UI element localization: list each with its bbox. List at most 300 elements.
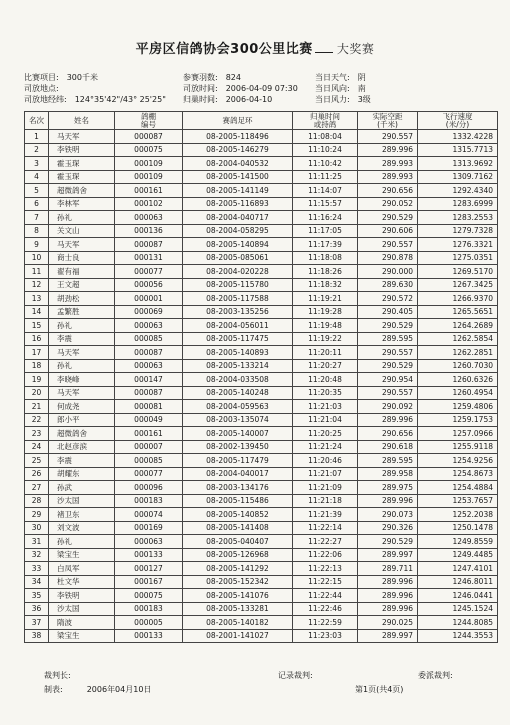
- ring-number-cell: 08-2003-135074: [183, 413, 293, 427]
- title-text: 平房区信鸽协会300公里比赛: [135, 42, 313, 57]
- ring-number-cell: 08-2005-115486: [183, 494, 293, 508]
- return-time-value: 2006-04-10: [225, 95, 273, 104]
- table-row: [25, 589, 498, 603]
- table-row: [25, 481, 498, 495]
- ring-number-cell: 08-2001-141027: [183, 629, 293, 643]
- rank-cell: 15: [25, 319, 49, 333]
- ring-number-cell: 08-2005-140894: [183, 238, 293, 252]
- distance-cell: 290.878: [358, 251, 418, 265]
- arrival-time-cell: 11:20:27: [293, 359, 358, 373]
- name-cell: 商士良: [49, 251, 115, 265]
- table-row: [25, 386, 498, 400]
- speed-cell: 1265.5651: [418, 305, 498, 319]
- rank-cell: 26: [25, 467, 49, 481]
- table-row: [25, 467, 498, 481]
- column-header-line1: 归巢时间: [310, 111, 340, 121]
- table-row: [25, 332, 498, 346]
- coords-value: 124°35'42"/43° 25'25": [74, 95, 166, 104]
- name-cell: 白凤军: [49, 562, 115, 576]
- ring-number-cell: 08-2005-141076: [183, 589, 293, 603]
- distance-cell: 289.711: [358, 562, 418, 576]
- table-row: [25, 616, 498, 630]
- results-table: [24, 111, 498, 643]
- distance-value: 300千米: [66, 73, 98, 82]
- distance-cell: 290.529: [358, 359, 418, 373]
- column-header-line2: 或持鸽: [313, 119, 337, 129]
- speed-cell: 1266.9370: [418, 292, 498, 306]
- rank-cell: 14: [25, 305, 49, 319]
- name-cell: 孙武: [49, 481, 115, 495]
- loft-number-cell: 000102: [115, 197, 183, 211]
- distance-cell: 289.996: [358, 602, 418, 616]
- name-cell: 孟繁胜: [49, 305, 115, 319]
- coords-info: [24, 94, 166, 105]
- loft-number-cell: 000005: [115, 616, 183, 630]
- name-cell: 李晓峰: [49, 373, 115, 387]
- title-underline: [315, 52, 333, 53]
- loft-number-cell: 000147: [115, 373, 183, 387]
- speed-cell: 1255.9118: [418, 440, 498, 454]
- arrival-time-cell: 11:18:26: [293, 265, 358, 279]
- ring-number-cell: 08-2005-140007: [183, 427, 293, 441]
- arrival-time-cell: 11:19:28: [293, 305, 358, 319]
- committee-referee-label: 委派裁判:: [418, 671, 453, 680]
- rank-cell: 38: [25, 629, 49, 643]
- column-header-line1: 赛鸽足环: [222, 115, 253, 125]
- speed-cell: 1247.4101: [418, 562, 498, 576]
- speed-cell: 1259.4806: [418, 400, 498, 414]
- arrival-time-cell: 11:10:42: [293, 157, 358, 171]
- rank-cell: 1: [25, 130, 49, 144]
- speed-cell: 1264.2689: [418, 319, 498, 333]
- distance-label: 比赛项目:: [24, 73, 59, 82]
- loft-number-cell: 000161: [115, 427, 183, 441]
- table-row: [25, 170, 498, 184]
- distance-cell: 289.993: [358, 157, 418, 171]
- table-row: [25, 548, 498, 562]
- arrival-time-cell: 11:15:57: [293, 197, 358, 211]
- loft-number-cell: 000081: [115, 400, 183, 414]
- arrival-time-cell: 11:20:48: [293, 373, 358, 387]
- count-info: [183, 72, 241, 83]
- ring-number-cell: 08-2005-146279: [183, 143, 293, 157]
- table-header: [25, 112, 498, 130]
- arrival-time-cell: 11:17:39: [293, 238, 358, 252]
- arrival-time-cell: 11:21:39: [293, 508, 358, 522]
- weather-value: 阴: [357, 73, 366, 82]
- speed-cell: 1276.3321: [418, 238, 498, 252]
- loft-number-cell: 000109: [115, 170, 183, 184]
- ring-number-cell: 08-2005-140182: [183, 616, 293, 630]
- loft-number-cell: 000063: [115, 319, 183, 333]
- rank-cell: 12: [25, 278, 49, 292]
- loft-number-cell: 000096: [115, 481, 183, 495]
- distance-cell: 289.595: [358, 332, 418, 346]
- rank-cell: 5: [25, 184, 49, 198]
- wind-force-value: 3级: [357, 95, 371, 104]
- return-time-info: [183, 94, 272, 105]
- loft-number-cell: 000074: [115, 508, 183, 522]
- distance-cell: 290.606: [358, 224, 418, 238]
- table-row: [25, 400, 498, 414]
- distance-cell: 289.993: [358, 170, 418, 184]
- ring-number-cell: 08-2002-139450: [183, 440, 293, 454]
- ring-number-cell: 08-2005-141292: [183, 562, 293, 576]
- ring-number-cell: 08-2005-141408: [183, 521, 293, 535]
- speed-cell: 1267.3425: [418, 278, 498, 292]
- arrival-time-cell: 11:17:05: [293, 224, 358, 238]
- release-time-label: 司放时间:: [183, 84, 218, 93]
- distance-cell: 290.656: [358, 427, 418, 441]
- arrival-time-cell: 11:20:25: [293, 427, 358, 441]
- arrival-time-cell: 11:22:27: [293, 535, 358, 549]
- arrival-time-cell: 11:21:03: [293, 400, 358, 414]
- ring-number-cell: 08-2005-118496: [183, 130, 293, 144]
- speed-cell: 1313.9692: [418, 157, 498, 171]
- distance-cell: 290.557: [358, 130, 418, 144]
- rank-cell: 18: [25, 359, 49, 373]
- arrival-time-cell: 11:22:46: [293, 602, 358, 616]
- table-row: [25, 265, 498, 279]
- table-row: [25, 251, 498, 265]
- distance-cell: 289.630: [358, 278, 418, 292]
- speed-cell: 1249.4485: [418, 548, 498, 562]
- distance-info: [24, 72, 98, 83]
- ring-number-cell: 08-2004-040017: [183, 467, 293, 481]
- loft-number-cell: 000167: [115, 575, 183, 589]
- arrival-time-cell: 11:11:25: [293, 170, 358, 184]
- name-cell: 沙太国: [49, 602, 115, 616]
- ring-number-cell: 08-2005-126968: [183, 548, 293, 562]
- distance-cell: 290.405: [358, 305, 418, 319]
- column-header-line1: 飞行速度: [442, 111, 473, 121]
- table-row: [25, 629, 498, 643]
- header-row: [25, 112, 498, 130]
- rank-cell: 34: [25, 575, 49, 589]
- loft-number-cell: 000127: [115, 562, 183, 576]
- distance-cell: 289.975: [358, 481, 418, 495]
- table-row: [25, 535, 498, 549]
- ring-number-cell: 08-2004-020228: [183, 265, 293, 279]
- ring-number-cell: 08-2005-117588: [183, 292, 293, 306]
- column-header-line1: 鸽棚: [141, 111, 156, 121]
- speed-cell: 1283.6999: [418, 197, 498, 211]
- rank-cell: 4: [25, 170, 49, 184]
- rank-cell: 3: [25, 157, 49, 171]
- rank-cell: 8: [25, 224, 49, 238]
- ring-number-cell: 08-2004-033508: [183, 373, 293, 387]
- distance-cell: 290.954: [358, 373, 418, 387]
- column-header: [25, 112, 49, 130]
- loft-number-cell: 000183: [115, 494, 183, 508]
- distance-cell: 290.073: [358, 508, 418, 522]
- speed-cell: 1259.1753: [418, 413, 498, 427]
- speed-cell: 1309.7162: [418, 170, 498, 184]
- name-cell: 梁宝生: [49, 548, 115, 562]
- column-header: [358, 112, 418, 130]
- loft-number-cell: 000087: [115, 346, 183, 360]
- rank-cell: 7: [25, 211, 49, 225]
- arrival-time-cell: 11:22:14: [293, 521, 358, 535]
- speed-cell: 1254.4884: [418, 481, 498, 495]
- column-header-line1: 名次: [29, 115, 44, 125]
- loft-number-cell: 000133: [115, 629, 183, 643]
- name-cell: 翟有福: [49, 265, 115, 279]
- arrival-time-cell: 11:21:09: [293, 481, 358, 495]
- ring-number-cell: 08-2004-059563: [183, 400, 293, 414]
- speed-cell: 1257.0966: [418, 427, 498, 441]
- table-row: [25, 413, 498, 427]
- loft-number-cell: 000133: [115, 548, 183, 562]
- rank-cell: 33: [25, 562, 49, 576]
- ring-number-cell: 08-2005-141500: [183, 170, 293, 184]
- name-cell: 超微鸽舍: [49, 427, 115, 441]
- speed-cell: 1315.7713: [418, 143, 498, 157]
- loft-number-cell: 000077: [115, 467, 183, 481]
- table-row: [25, 575, 498, 589]
- name-cell: 王文超: [49, 278, 115, 292]
- loft-number-cell: 000183: [115, 602, 183, 616]
- loft-number-cell: 000087: [115, 238, 183, 252]
- arrival-time-cell: 11:22:13: [293, 562, 358, 576]
- ring-number-cell: 08-2004-040532: [183, 157, 293, 171]
- rank-cell: 23: [25, 427, 49, 441]
- rank-cell: 21: [25, 400, 49, 414]
- ring-number-cell: 08-2003-135256: [183, 305, 293, 319]
- table-row: [25, 521, 498, 535]
- speed-cell: 1244.3553: [418, 629, 498, 643]
- name-cell: 李震: [49, 454, 115, 468]
- name-cell: 李铁明: [49, 589, 115, 603]
- column-header-line1: 实际空距: [372, 111, 403, 121]
- name-cell: 李铁明: [49, 143, 115, 157]
- rank-cell: 29: [25, 508, 49, 522]
- arrival-time-cell: 11:23:03: [293, 629, 358, 643]
- ring-number-cell: 08-2005-117475: [183, 332, 293, 346]
- name-cell: 刘文波: [49, 521, 115, 535]
- name-cell: 何成尧: [49, 400, 115, 414]
- wind-force-label: 当日风力:: [315, 95, 350, 104]
- arrival-time-cell: 11:19:21: [293, 292, 358, 306]
- loft-number-cell: 000001: [115, 292, 183, 306]
- rank-cell: 11: [25, 265, 49, 279]
- column-header: [115, 112, 183, 130]
- arrival-time-cell: 11:22:59: [293, 616, 358, 630]
- wind-direction-label: 当日风向:: [315, 84, 350, 93]
- distance-cell: 290.618: [358, 440, 418, 454]
- name-cell: 孙礼: [49, 319, 115, 333]
- speed-cell: 1332.4228: [418, 130, 498, 144]
- arrival-time-cell: 11:10:24: [293, 143, 358, 157]
- table-row: [25, 184, 498, 198]
- loft-number-cell: 000063: [115, 535, 183, 549]
- arrival-time-cell: 11:21:24: [293, 440, 358, 454]
- ring-number-cell: 08-2004-056011: [183, 319, 293, 333]
- arrival-time-cell: 11:21:18: [293, 494, 358, 508]
- rank-cell: 32: [25, 548, 49, 562]
- ring-number-cell: 08-2005-141149: [183, 184, 293, 198]
- distance-cell: 289.996: [358, 143, 418, 157]
- loft-number-cell: 000131: [115, 251, 183, 265]
- rank-cell: 31: [25, 535, 49, 549]
- table-row: [25, 373, 498, 387]
- loft-number-cell: 000087: [115, 386, 183, 400]
- distance-cell: 290.656: [358, 184, 418, 198]
- ring-number-cell: 08-2005-133281: [183, 602, 293, 616]
- distance-cell: 289.996: [358, 575, 418, 589]
- arrival-time-cell: 11:22:15: [293, 575, 358, 589]
- ring-number-cell: 08-2003-134176: [183, 481, 293, 495]
- handwritten-note: 大奖赛: [336, 42, 375, 56]
- rank-cell: 16: [25, 332, 49, 346]
- rank-cell: 22: [25, 413, 49, 427]
- referee-label: 裁判长:: [44, 671, 71, 680]
- record-referee-label: 记录裁判:: [278, 671, 313, 680]
- loft-number-cell: 000007: [115, 440, 183, 454]
- ring-number-cell: 08-2005-133214: [183, 359, 293, 373]
- speed-cell: 1249.8559: [418, 535, 498, 549]
- speed-cell: 1292.4340: [418, 184, 498, 198]
- distance-cell: 289.958: [358, 467, 418, 481]
- name-cell: 李震: [49, 332, 115, 346]
- loft-number-cell: 000069: [115, 305, 183, 319]
- table-row: [25, 427, 498, 441]
- distance-cell: 289.996: [358, 589, 418, 603]
- speed-cell: 1245.1524: [418, 602, 498, 616]
- ring-number-cell: 08-2005-040407: [183, 535, 293, 549]
- count-label: 参赛羽数:: [183, 73, 218, 82]
- loft-number-cell: 000075: [115, 589, 183, 603]
- rank-cell: 36: [25, 602, 49, 616]
- table-row: [25, 602, 498, 616]
- loft-number-cell: 000049: [115, 413, 183, 427]
- rank-cell: 17: [25, 346, 49, 360]
- loft-number-cell: 000161: [115, 184, 183, 198]
- speed-cell: 1262.2851: [418, 346, 498, 360]
- name-cell: 杜文华: [49, 575, 115, 589]
- ring-number-cell: 08-2004-058295: [183, 224, 293, 238]
- ring-number-cell: 08-2004-040717: [183, 211, 293, 225]
- name-cell: 李林军: [49, 197, 115, 211]
- name-cell: 孙礼: [49, 535, 115, 549]
- weather-label: 当日天气:: [315, 73, 350, 82]
- table-row: [25, 224, 498, 238]
- name-cell: 马天军: [49, 346, 115, 360]
- name-cell: 胡耀东: [49, 467, 115, 481]
- arrival-time-cell: 11:20:46: [293, 454, 358, 468]
- distance-cell: 290.000: [358, 265, 418, 279]
- loft-number-cell: 000109: [115, 157, 183, 171]
- arrival-time-cell: 11:16:24: [293, 211, 358, 225]
- column-header-line1: 姓名: [74, 115, 89, 125]
- name-cell: 孙礼: [49, 211, 115, 225]
- speed-cell: 1262.5854: [418, 332, 498, 346]
- name-cell: 隋波: [49, 616, 115, 630]
- table-row: [25, 319, 498, 333]
- column-header: [49, 112, 115, 130]
- return-time-label: 归巢时间:: [183, 95, 218, 104]
- loft-number-cell: 000085: [115, 332, 183, 346]
- count-value: 824: [225, 73, 241, 82]
- ring-number-cell: 08-2005-140893: [183, 346, 293, 360]
- speed-cell: 1283.2553: [418, 211, 498, 225]
- speed-cell: 1253.7657: [418, 494, 498, 508]
- name-cell: 马天军: [49, 238, 115, 252]
- speed-cell: 1246.8011: [418, 575, 498, 589]
- table-row: [25, 359, 498, 373]
- release-place-info: [24, 83, 67, 94]
- distance-cell: 289.996: [358, 413, 418, 427]
- ring-number-cell: 08-2005-085061: [183, 251, 293, 265]
- table-row: [25, 143, 498, 157]
- arrival-time-cell: 11:19:48: [293, 319, 358, 333]
- column-header: [183, 112, 293, 130]
- table-body: [25, 130, 498, 643]
- arrival-time-cell: 11:19:22: [293, 332, 358, 346]
- distance-cell: 290.572: [358, 292, 418, 306]
- name-cell: 郎小平: [49, 413, 115, 427]
- made-by: [44, 684, 151, 695]
- rank-cell: 20: [25, 386, 49, 400]
- table-row: [25, 130, 498, 144]
- loft-number-cell: 000136: [115, 224, 183, 238]
- distance-cell: 290.557: [358, 386, 418, 400]
- distance-cell: 290.025: [358, 616, 418, 630]
- rank-cell: 27: [25, 481, 49, 495]
- table-row: [25, 508, 498, 522]
- loft-number-cell: 000063: [115, 359, 183, 373]
- ring-number-cell: 08-2005-140852: [183, 508, 293, 522]
- speed-cell: 1252.2038: [418, 508, 498, 522]
- table-row: [25, 454, 498, 468]
- rank-cell: 6: [25, 197, 49, 211]
- rank-cell: 37: [25, 616, 49, 630]
- distance-cell: 290.326: [358, 521, 418, 535]
- name-cell: 超微鸽舍: [49, 184, 115, 198]
- rank-cell: 28: [25, 494, 49, 508]
- arrival-time-cell: 11:18:08: [293, 251, 358, 265]
- page-indicator: 第1页(共4页): [355, 685, 404, 694]
- distance-cell: 290.557: [358, 238, 418, 252]
- rank-cell: 9: [25, 238, 49, 252]
- ring-number-cell: 08-2005-152342: [183, 575, 293, 589]
- table-row: [25, 238, 498, 252]
- wind-direction-value: 南: [357, 84, 366, 93]
- speed-cell: 1275.0351: [418, 251, 498, 265]
- speed-cell: 1246.0441: [418, 589, 498, 603]
- page-title: [0, 38, 510, 57]
- name-cell: 霍玉琛: [49, 157, 115, 171]
- distance-cell: 289.996: [358, 494, 418, 508]
- rank-cell: 35: [25, 589, 49, 603]
- rank-cell: 30: [25, 521, 49, 535]
- column-header: [293, 112, 358, 130]
- table-row: [25, 440, 498, 454]
- wind-direction-info: [315, 83, 366, 94]
- distance-cell: 290.529: [358, 535, 418, 549]
- table-row: [25, 292, 498, 306]
- loft-number-cell: 000087: [115, 130, 183, 144]
- speed-cell: 1260.4954: [418, 386, 498, 400]
- arrival-time-cell: 11:14:07: [293, 184, 358, 198]
- table-row: [25, 211, 498, 225]
- arrival-time-cell: 11:08:04: [293, 130, 358, 144]
- release-place-label: 司放地点:: [24, 84, 59, 93]
- arrival-time-cell: 11:18:32: [293, 278, 358, 292]
- ring-number-cell: 08-2005-117479: [183, 454, 293, 468]
- name-cell: 孙礼: [49, 359, 115, 373]
- release-time-value: 2006-04-09 07:30: [225, 84, 298, 93]
